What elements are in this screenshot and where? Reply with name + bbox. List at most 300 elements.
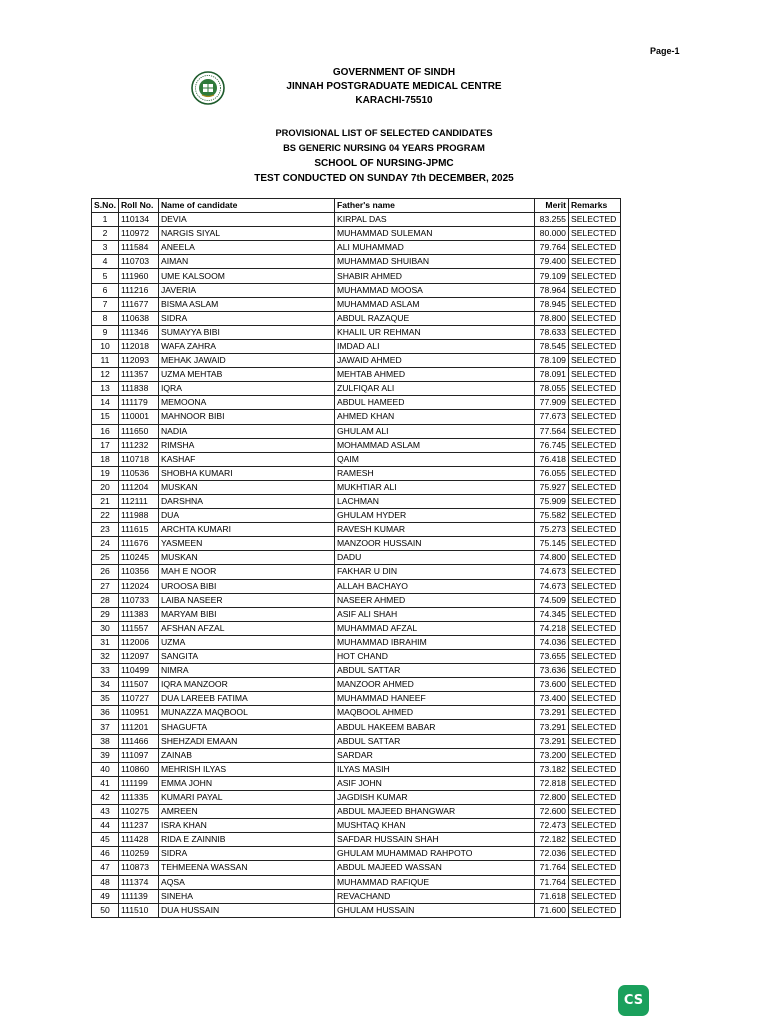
institution-header (0, 66, 768, 108)
cell-roll-no: 110873 (118, 861, 158, 875)
cell-sno: 30 (92, 621, 119, 635)
cell-sno: 44 (92, 819, 119, 833)
cell-remarks: SELECTED (568, 748, 620, 762)
cell-remarks: SELECTED (568, 678, 620, 692)
cell-roll-no: 111557 (118, 621, 158, 635)
cell-sno: 35 (92, 692, 119, 706)
cell-merit: 73.291 (534, 720, 568, 734)
cell-remarks: SELECTED (568, 635, 620, 649)
cell-candidate-name: NIMRA (158, 664, 334, 678)
cell-father-name: FAKHAR U DIN (334, 565, 534, 579)
table-row (92, 213, 621, 227)
cell-candidate-name: SHEHZADI EMAAN (158, 734, 334, 748)
cell-remarks: SELECTED (568, 368, 620, 382)
cell-merit: 80.000 (534, 227, 568, 241)
cell-roll-no: 110536 (118, 466, 158, 480)
selected-candidates-table (91, 198, 621, 918)
cell-merit: 78.055 (534, 382, 568, 396)
cell-father-name: JAGDISH KUMAR (334, 790, 534, 804)
cell-remarks: SELECTED (568, 325, 620, 339)
cell-candidate-name: DUA HUSSAIN (158, 903, 334, 917)
cell-father-name: RAVESH KUMAR (334, 523, 534, 537)
cell-father-name: MUKHTIAR ALI (334, 480, 534, 494)
cell-sno: 46 (92, 847, 119, 861)
cell-father-name: SHABIR AHMED (334, 269, 534, 283)
cell-remarks: SELECTED (568, 819, 620, 833)
cell-candidate-name: NADIA (158, 424, 334, 438)
table-row (92, 565, 621, 579)
col-header-father-name: Father's name (334, 199, 534, 213)
cell-merit: 76.745 (534, 438, 568, 452)
cell-merit: 73.200 (534, 748, 568, 762)
cell-candidate-name: EMMA JOHN (158, 776, 334, 790)
cell-candidate-name: KUMARI PAYAL (158, 790, 334, 804)
cell-sno: 24 (92, 537, 119, 551)
cell-merit: 71.764 (534, 875, 568, 889)
cell-remarks: SELECTED (568, 480, 620, 494)
cell-father-name: MUSHTAQ KHAN (334, 819, 534, 833)
table-row (92, 368, 621, 382)
header-line-institution: JINNAH POSTGRADUATE MEDICAL CENTRE (286, 81, 502, 92)
cell-candidate-name: AMREEN (158, 805, 334, 819)
cell-candidate-name: AFSHAN AFZAL (158, 621, 334, 635)
cell-roll-no: 111357 (118, 368, 158, 382)
cell-sno: 22 (92, 509, 119, 523)
cell-remarks: SELECTED (568, 311, 620, 325)
cell-remarks: SELECTED (568, 494, 620, 508)
cell-sno: 41 (92, 776, 119, 790)
cell-father-name: MUHAMMAD MOOSA (334, 283, 534, 297)
cell-remarks: SELECTED (568, 241, 620, 255)
cell-remarks: SELECTED (568, 621, 620, 635)
cell-sno: 2 (92, 227, 119, 241)
cell-candidate-name: IQRA MANZOOR (158, 678, 334, 692)
cell-roll-no: 110638 (118, 311, 158, 325)
table-body (92, 213, 621, 918)
table-row (92, 241, 621, 255)
cell-merit: 74.673 (534, 579, 568, 593)
table-row (92, 466, 621, 480)
table-row (92, 523, 621, 537)
cell-sno: 7 (92, 297, 119, 311)
cell-candidate-name: MUSKAN (158, 480, 334, 494)
cell-roll-no: 110245 (118, 551, 158, 565)
cell-sno: 6 (92, 283, 119, 297)
cell-roll-no: 110001 (118, 410, 158, 424)
cell-roll-no: 111346 (118, 325, 158, 339)
table-row (92, 297, 621, 311)
cell-sno: 34 (92, 678, 119, 692)
cell-father-name: ALLAH BACHAYO (334, 579, 534, 593)
cell-merit: 75.927 (534, 480, 568, 494)
cell-roll-no: 110356 (118, 565, 158, 579)
cell-remarks: SELECTED (568, 354, 620, 368)
cell-remarks: SELECTED (568, 664, 620, 678)
cell-remarks: SELECTED (568, 255, 620, 269)
cell-father-name: MUHAMMAD AFZAL (334, 621, 534, 635)
cell-roll-no: 110259 (118, 847, 158, 861)
cell-merit: 73.655 (534, 650, 568, 664)
cell-roll-no: 111374 (118, 875, 158, 889)
cell-remarks: SELECTED (568, 283, 620, 297)
cell-sno: 8 (92, 311, 119, 325)
table-row (92, 396, 621, 410)
cell-father-name: GHULAM HUSSAIN (334, 903, 534, 917)
cell-candidate-name: MEHAK JAWAID (158, 354, 334, 368)
cell-merit: 78.545 (534, 339, 568, 353)
cell-candidate-name: ISRA KHAN (158, 819, 334, 833)
cell-sno: 47 (92, 861, 119, 875)
cell-candidate-name: DEVIA (158, 213, 334, 227)
cell-merit: 75.909 (534, 494, 568, 508)
cell-candidate-name: MAH E NOOR (158, 565, 334, 579)
cell-merit: 73.182 (534, 762, 568, 776)
cell-merit: 83.255 (534, 213, 568, 227)
cell-candidate-name: SUMAYYA BIBI (158, 325, 334, 339)
cell-candidate-name: MARYAM BIBI (158, 607, 334, 621)
cell-father-name: ABDUL HAKEEM BABAR (334, 720, 534, 734)
cell-sno: 29 (92, 607, 119, 621)
cell-remarks: SELECTED (568, 466, 620, 480)
cell-candidate-name: UME KALSOOM (158, 269, 334, 283)
cell-merit: 72.182 (534, 833, 568, 847)
table-row (92, 903, 621, 917)
cell-remarks: SELECTED (568, 805, 620, 819)
cell-merit: 79.764 (534, 241, 568, 255)
cell-sno: 21 (92, 494, 119, 508)
cell-candidate-name: NARGIS SIYAL (158, 227, 334, 241)
cell-remarks: SELECTED (568, 438, 620, 452)
table-row (92, 283, 621, 297)
cell-roll-no: 111650 (118, 424, 158, 438)
cell-sno: 33 (92, 664, 119, 678)
cell-remarks: SELECTED (568, 650, 620, 664)
table-row (92, 635, 621, 649)
cell-roll-no: 111204 (118, 480, 158, 494)
cell-sno: 13 (92, 382, 119, 396)
cell-roll-no: 111507 (118, 678, 158, 692)
cell-roll-no: 111838 (118, 382, 158, 396)
cell-sno: 11 (92, 354, 119, 368)
cell-merit: 75.582 (534, 509, 568, 523)
table-row (92, 339, 621, 353)
cell-merit: 76.055 (534, 466, 568, 480)
table-row (92, 537, 621, 551)
cell-roll-no: 111677 (118, 297, 158, 311)
cell-merit: 79.109 (534, 269, 568, 283)
table-row (92, 480, 621, 494)
cell-sno: 27 (92, 579, 119, 593)
cell-remarks: SELECTED (568, 213, 620, 227)
cell-father-name: MUHAMMAD ASLAM (334, 297, 534, 311)
cell-roll-no: 110718 (118, 452, 158, 466)
cell-father-name: ZULFIQAR ALI (334, 382, 534, 396)
cell-candidate-name: YASMEEN (158, 537, 334, 551)
cell-roll-no: 111615 (118, 523, 158, 537)
cell-candidate-name: DUA LAREEB FATIMA (158, 692, 334, 706)
title-line-program: BS GENERIC NURSING 04 YEARS PROGRAM (283, 143, 485, 153)
cell-roll-no: 110134 (118, 213, 158, 227)
table-row (92, 706, 621, 720)
col-header-candidate-name: Name of candidate (158, 199, 334, 213)
cell-merit: 71.600 (534, 903, 568, 917)
cell-merit: 78.964 (534, 283, 568, 297)
table-row (92, 720, 621, 734)
cell-father-name: KIRPAL DAS (334, 213, 534, 227)
cell-candidate-name: UZMA MEHTAB (158, 368, 334, 382)
cell-father-name: MUHAMMAD SHUIBAN (334, 255, 534, 269)
table-row (92, 734, 621, 748)
cell-candidate-name: UROOSA BIBI (158, 579, 334, 593)
cell-candidate-name: BISMA ASLAM (158, 297, 334, 311)
cell-sno: 48 (92, 875, 119, 889)
cell-roll-no: 111960 (118, 269, 158, 283)
table-row (92, 255, 621, 269)
cell-father-name: ABDUL RAZAQUE (334, 311, 534, 325)
cell-roll-no: 111232 (118, 438, 158, 452)
cell-merit: 72.818 (534, 776, 568, 790)
cell-sno: 20 (92, 480, 119, 494)
cell-father-name: MUHAMMAD SULEMAN (334, 227, 534, 241)
cell-roll-no: 112024 (118, 579, 158, 593)
cell-merit: 75.273 (534, 523, 568, 537)
cell-remarks: SELECTED (568, 762, 620, 776)
cell-candidate-name: UZMA (158, 635, 334, 649)
cell-merit: 77.564 (534, 424, 568, 438)
cell-sno: 3 (92, 241, 119, 255)
cell-roll-no: 110733 (118, 593, 158, 607)
cell-merit: 72.600 (534, 805, 568, 819)
cell-merit: 74.218 (534, 621, 568, 635)
cell-roll-no: 111676 (118, 537, 158, 551)
cell-remarks: SELECTED (568, 382, 620, 396)
cell-remarks: SELECTED (568, 593, 620, 607)
cell-father-name: ILYAS MASIH (334, 762, 534, 776)
cell-roll-no: 112018 (118, 339, 158, 353)
table-row (92, 621, 621, 635)
cell-merit: 73.291 (534, 706, 568, 720)
cell-candidate-name: MAHNOOR BIBI (158, 410, 334, 424)
cell-father-name: ASIF JOHN (334, 776, 534, 790)
cell-remarks: SELECTED (568, 551, 620, 565)
cell-merit: 73.400 (534, 692, 568, 706)
cell-sno: 49 (92, 889, 119, 903)
cell-merit: 72.036 (534, 847, 568, 861)
cell-merit: 79.400 (534, 255, 568, 269)
cell-roll-no: 111335 (118, 790, 158, 804)
cell-candidate-name: ANEELA (158, 241, 334, 255)
cell-merit: 73.291 (534, 734, 568, 748)
cell-candidate-name: TEHMEENA WASSAN (158, 861, 334, 875)
cell-candidate-name: MEHRISH ILYAS (158, 762, 334, 776)
cell-father-name: SAFDAR HUSSAIN SHAH (334, 833, 534, 847)
cell-father-name: ABDUL HAMEED (334, 396, 534, 410)
cell-sno: 26 (92, 565, 119, 579)
cell-father-name: MOHAMMAD ASLAM (334, 438, 534, 452)
cell-merit: 78.091 (534, 368, 568, 382)
table-row (92, 776, 621, 790)
cell-sno: 15 (92, 410, 119, 424)
cell-sno: 16 (92, 424, 119, 438)
cell-candidate-name: ZAINAB (158, 748, 334, 762)
table-row (92, 889, 621, 903)
cell-father-name: MANZOOR HUSSAIN (334, 537, 534, 551)
cell-sno: 9 (92, 325, 119, 339)
title-line-test-date: TEST CONDUCTED ON SUNDAY 7th DECEMBER, 2025 (254, 173, 514, 184)
cell-candidate-name: SANGITA (158, 650, 334, 664)
cell-roll-no: 111466 (118, 734, 158, 748)
cell-sno: 36 (92, 706, 119, 720)
cell-roll-no: 111216 (118, 283, 158, 297)
table-row (92, 847, 621, 861)
cell-remarks: SELECTED (568, 692, 620, 706)
cell-father-name: ABDUL MAJEED WASSAN (334, 861, 534, 875)
cell-merit: 74.036 (534, 635, 568, 649)
cell-merit: 78.945 (534, 297, 568, 311)
cell-father-name: KHALIL UR REHMAN (334, 325, 534, 339)
cell-sno: 39 (92, 748, 119, 762)
cell-remarks: SELECTED (568, 509, 620, 523)
table-header-row (92, 199, 621, 213)
table-row (92, 227, 621, 241)
cell-merit: 78.633 (534, 325, 568, 339)
cell-remarks: SELECTED (568, 452, 620, 466)
cell-roll-no: 112006 (118, 635, 158, 649)
cell-roll-no: 110727 (118, 692, 158, 706)
cell-remarks: SELECTED (568, 875, 620, 889)
table-row (92, 819, 621, 833)
cell-merit: 72.473 (534, 819, 568, 833)
cell-father-name: ABDUL SATTAR (334, 664, 534, 678)
cell-roll-no: 111139 (118, 889, 158, 903)
cell-remarks: SELECTED (568, 734, 620, 748)
cell-candidate-name: SHOBHA KUMARI (158, 466, 334, 480)
cell-father-name: SARDAR (334, 748, 534, 762)
cell-father-name: MEHTAB AHMED (334, 368, 534, 382)
cell-merit: 74.673 (534, 565, 568, 579)
page-number: Page-1 (650, 46, 680, 56)
table-row (92, 509, 621, 523)
cell-father-name: RAMESH (334, 466, 534, 480)
cell-remarks: SELECTED (568, 607, 620, 621)
cell-sno: 17 (92, 438, 119, 452)
cell-father-name: ABDUL MAJEED BHANGWAR (334, 805, 534, 819)
cell-father-name: QAIM (334, 452, 534, 466)
cell-remarks: SELECTED (568, 227, 620, 241)
col-header-merit: Merit (534, 199, 568, 213)
cell-sno: 10 (92, 339, 119, 353)
cell-sno: 40 (92, 762, 119, 776)
cell-roll-no: 111383 (118, 607, 158, 621)
cell-roll-no: 111237 (118, 819, 158, 833)
cell-father-name: DADU (334, 551, 534, 565)
table-row (92, 438, 621, 452)
cell-candidate-name: DUA (158, 509, 334, 523)
cell-roll-no: 110275 (118, 805, 158, 819)
cell-roll-no: 111988 (118, 509, 158, 523)
cell-merit: 76.418 (534, 452, 568, 466)
cell-candidate-name: SINEHA (158, 889, 334, 903)
table-row (92, 805, 621, 819)
cell-candidate-name: LAIBA NASEER (158, 593, 334, 607)
table-row (92, 593, 621, 607)
cell-remarks: SELECTED (568, 706, 620, 720)
cell-roll-no: 112093 (118, 354, 158, 368)
cell-remarks: SELECTED (568, 396, 620, 410)
title-line-list: PROVISIONAL LIST OF SELECTED CANDIDATES (275, 128, 493, 138)
cell-remarks: SELECTED (568, 523, 620, 537)
cell-sno: 38 (92, 734, 119, 748)
cell-remarks: SELECTED (568, 776, 620, 790)
cell-merit: 78.800 (534, 311, 568, 325)
cell-merit: 72.800 (534, 790, 568, 804)
cell-candidate-name: MUNAZZA MAQBOOL (158, 706, 334, 720)
cell-father-name: GHULAM MUHAMMAD RAHPOTO (334, 847, 534, 861)
camscanner-icon: CS (618, 985, 649, 1016)
cell-candidate-name: KASHAF (158, 452, 334, 466)
header-line-city: KARACHI-75510 (355, 95, 433, 106)
cell-sno: 28 (92, 593, 119, 607)
cell-roll-no: 111510 (118, 903, 158, 917)
cell-father-name: HOT CHAND (334, 650, 534, 664)
cell-father-name: MANZOOR AHMED (334, 678, 534, 692)
cell-remarks: SELECTED (568, 297, 620, 311)
cell-sno: 23 (92, 523, 119, 537)
cell-remarks: SELECTED (568, 565, 620, 579)
cell-candidate-name: SHAGUFTA (158, 720, 334, 734)
cell-candidate-name: DARSHNA (158, 494, 334, 508)
cell-merit: 73.636 (534, 664, 568, 678)
cell-roll-no: 110860 (118, 762, 158, 776)
table-row (92, 790, 621, 804)
cell-merit: 73.600 (534, 678, 568, 692)
cell-sno: 25 (92, 551, 119, 565)
cell-remarks: SELECTED (568, 790, 620, 804)
table-row (92, 678, 621, 692)
col-header-sno: S.No. (92, 199, 119, 213)
cell-sno: 32 (92, 650, 119, 664)
cell-father-name: LACHMAN (334, 494, 534, 508)
cell-father-name: GHULAM HYDER (334, 509, 534, 523)
cell-sno: 42 (92, 790, 119, 804)
cell-roll-no: 111584 (118, 241, 158, 255)
cell-merit: 78.109 (534, 354, 568, 368)
cell-roll-no: 111199 (118, 776, 158, 790)
cell-remarks: SELECTED (568, 410, 620, 424)
cell-candidate-name: SIDRA (158, 847, 334, 861)
cell-candidate-name: RIMSHA (158, 438, 334, 452)
cell-candidate-name: WAFA ZAHRA (158, 339, 334, 353)
table-row (92, 607, 621, 621)
cell-remarks: SELECTED (568, 424, 620, 438)
table-row (92, 833, 621, 847)
cell-sno: 12 (92, 368, 119, 382)
cell-father-name: REVACHAND (334, 889, 534, 903)
cell-merit: 71.618 (534, 889, 568, 903)
cell-remarks: SELECTED (568, 720, 620, 734)
table-row (92, 452, 621, 466)
table-row (92, 325, 621, 339)
title-line-school: SCHOOL OF NURSING-JPMC (314, 158, 454, 169)
cell-sno: 1 (92, 213, 119, 227)
col-header-roll-no: Roll No. (118, 199, 158, 213)
table-row (92, 311, 621, 325)
cell-sno: 19 (92, 466, 119, 480)
cell-roll-no: 111428 (118, 833, 158, 847)
cell-father-name: MUHAMMAD IBRAHIM (334, 635, 534, 649)
cell-candidate-name: RIDA E ZAINNIB (158, 833, 334, 847)
table-row (92, 410, 621, 424)
